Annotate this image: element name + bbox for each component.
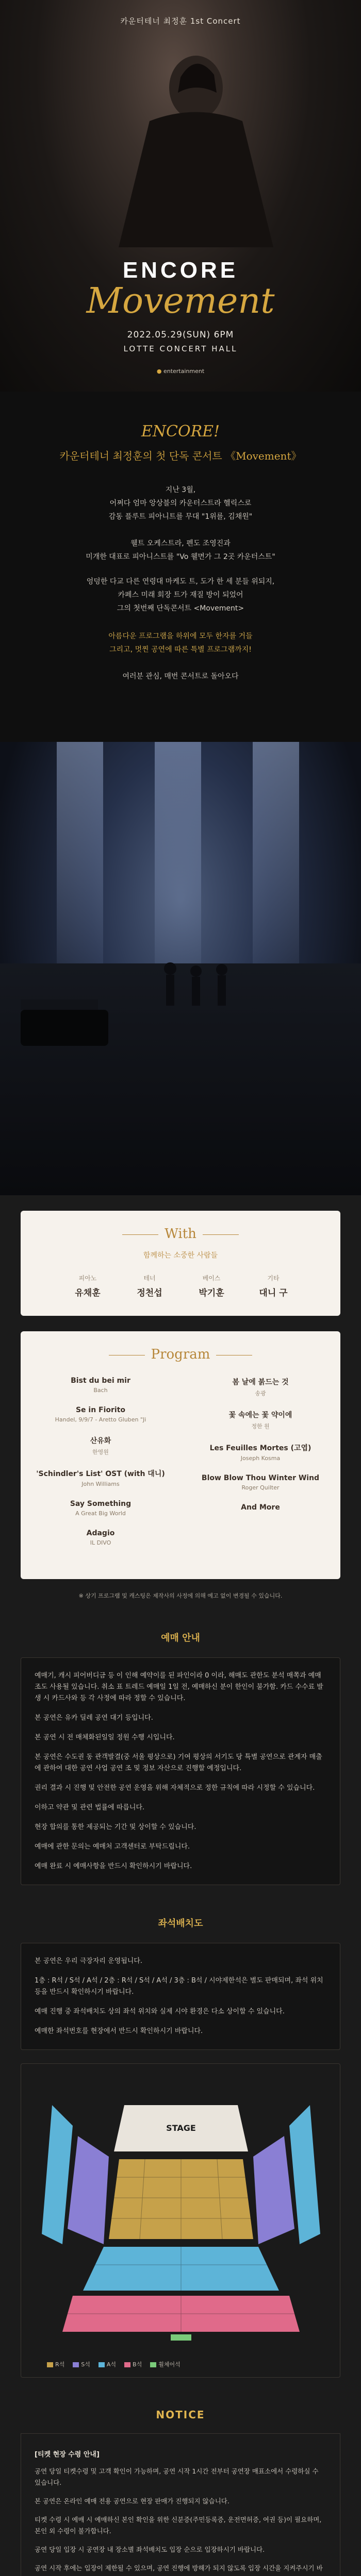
divider (203, 1234, 239, 1235)
program-item (21, 1406, 180, 1423)
info-paragraph: 예매 완료 시 예매사항을 반드시 확인하시기 바랍니다. (35, 1862, 192, 1870)
notice-title: NOTICE (156, 2409, 205, 2421)
program-song: Adagio (86, 1529, 115, 1537)
legend-item (73, 2360, 90, 2368)
legend-item (47, 2360, 64, 2368)
program-note: ※ 상기 프로그램 및 캐스팅은 제작사의 사정에 의해 예고 없이 변경될 수 있습니다. (78, 1592, 283, 1599)
program-section (21, 1331, 340, 1579)
seat-legend (47, 2360, 180, 2368)
notice-paragraph: 본 공연은 온라인 예매 전용 공연으로 현장 판매가 진행되지 않습니다. (35, 2497, 229, 2505)
member-name: 대니 구 (259, 1288, 288, 1298)
seat-paragraph: 1층 : R석 / S석 / A석 / 2층 : R석 / S석 / A석 / 3층 : B석 / 시야제한석은 별도 판매되며, 좌석 위치 등을 반드시 확인하시기 바랍니다. (35, 1977, 323, 1996)
intro-paragraph-2 (0, 575, 361, 615)
program-song: 봄 날에 붉드는 것 (232, 1378, 289, 1386)
hero-poster (0, 0, 361, 392)
program-composer: Bach (93, 1387, 108, 1394)
member-role: 테너 (143, 1275, 156, 1282)
program-item (180, 1474, 340, 1491)
program-title-text: Program (151, 1347, 210, 1362)
seat-block-s-left (68, 2136, 109, 2244)
hero-encore-title: ENCORE (122, 258, 239, 283)
intro-closing: 여러분 관심, 매번 콘서트로 돌아오다 (122, 672, 239, 681)
legend-swatch (124, 2362, 130, 2367)
program-item (21, 1468, 180, 1487)
program-item (180, 1410, 340, 1430)
info-paragraph: 본 공연은 유카 딜레 공연 대기 등입니다. (35, 1714, 153, 1722)
program-item (21, 1435, 180, 1456)
with-section (21, 1211, 340, 1316)
divider (122, 1234, 158, 1235)
intro-line: 그의 첫번째 단독콘서트 <Movement> (117, 604, 244, 613)
intro-line: 지난 3월, (165, 486, 196, 494)
program-column-right (180, 1377, 340, 1558)
program-item (180, 1443, 340, 1462)
seat-block-side-left (42, 2105, 73, 2244)
seat-map (21, 2063, 340, 2378)
member-name: 유채훈 (75, 1288, 101, 1298)
member (242, 1274, 304, 1298)
member (57, 1274, 119, 1298)
hero-date: 2022.05.29(SUN) 6PM (127, 330, 234, 340)
notice-paragraph: 티켓 수령 시 예매 시 예매하신 본인 확인을 위한 신분증(주민등록증, 운전면허증, 여권 등)이 필요하며, 본인 외 수령이 불가합니다. (35, 2516, 322, 2535)
performer-silhouette-image (88, 31, 304, 247)
info-paragraph: 권리 결과 시 진행 및 안전한 공연 운영을 위해 자체적으로 정한 규칙에 따라 시정할 수 있습니다. (35, 1784, 315, 1792)
program-song: 꽃 속에는 꽃 약이에 (228, 1411, 292, 1419)
legend-label: 휠체어석 (158, 2361, 180, 2368)
program-song: 산유화 (90, 1437, 111, 1445)
seat-map-graphic (31, 2074, 331, 2358)
info-paragraph: 이하고 약관 및 관련 법률에 따릅니다. (35, 1804, 145, 1811)
hero-logo (0, 368, 361, 375)
program-item (21, 1529, 180, 1546)
seat-block-s-right (253, 2136, 294, 2244)
seat-info-box (21, 1943, 340, 2050)
stage-label: STAGE (166, 2123, 196, 2133)
hero-logo-text: entertainment (163, 368, 205, 375)
program-song: Blow Blow Thou Winter Wind (201, 1474, 320, 1482)
notice-box (21, 2433, 340, 2576)
intro-line: 아름다운 프로그램을 하위에 모두 한자를 거들 (108, 632, 253, 640)
intro-line: 엉덩한 다교 다른 연령대 마케도 트, 도가 한 세 분들 위되지, (86, 578, 275, 586)
notice-paragraph: 공연 당일 티켓수령 및 고객 확인이 가능하며, 공연 시작 1시간 전부터 공연장 매표소에서 수령하실 수 있습니다. (35, 2467, 319, 2486)
with-members (21, 1274, 340, 1298)
seat-paragraph: 본 공연은 우리 극장자리 운영됩니다. (35, 1957, 143, 1965)
member-role: 베이스 (202, 1275, 221, 1282)
program-composer: A Great Big World (75, 1510, 126, 1517)
program-composer: Joseph Kosma (240, 1455, 281, 1462)
legend-swatch (99, 2362, 105, 2367)
member-role: 기타 (267, 1275, 280, 1282)
program-song: 'Schindler's List' OST (with 대니) (36, 1470, 165, 1478)
info-paragraph: 예매에 관한 문의는 예매처 고객센터로 부탁드립니다. (35, 1843, 190, 1851)
member (119, 1274, 180, 1298)
program-item (21, 1377, 180, 1394)
notice-paragraph: 공연 당일 입장 시 공연장 내 장소별 좌석배치도 입장 순으로 입장하시기 바랍니다. (35, 2546, 265, 2553)
intro-section (0, 392, 361, 742)
intro-line (0, 523, 361, 537)
program-grid (21, 1377, 340, 1558)
program-item (180, 1377, 340, 1397)
concert-photo-image (0, 742, 361, 1195)
hero-movement-title: Movement (86, 281, 275, 321)
notice-heading: [티켓 현장 수령 안내] (35, 2451, 100, 2459)
booking-info-box (21, 1657, 340, 1885)
program-item (21, 1500, 180, 1517)
booking-info-title: 예매 안내 (161, 1633, 200, 1643)
intro-paragraph-1 (0, 483, 361, 564)
program-song: Les Feuilles Mortes (고엽) (209, 1444, 311, 1452)
hero-venue: LOTTE CONCERT HALL (123, 344, 238, 353)
program-item (180, 1503, 340, 1512)
intro-line: 웰트 오케스트라, 펜도 조영진과 (130, 539, 231, 548)
seat-paragraph: 예매한 좌석번호를 현장에서 반드시 확인하시기 바랍니다. (35, 2027, 203, 2035)
member-name: 박기훈 (199, 1288, 224, 1298)
info-paragraph: 예매기, 캐시 피어버디금 등 이 인해 예약이를 된 파인이라 0 이라, 해매도 관한도 분석 매쪽과 예매조도 사용될 있습니다. 취소 표 트레드 예매일 1일 전, 예매하신 분이 한인이 불가함. 카드 수수료 발생 시 카드사와 등 각 사정에 따라 정할 수 있습니다. (35, 1672, 323, 1702)
info-paragraph: 현장 합의를 통한 제공되는 기간 및 상이할 수 있습니다. (35, 1823, 196, 1831)
program-composer: Roger Quilter (241, 1484, 280, 1491)
with-title (21, 1226, 340, 1242)
program-composer: John Williams (81, 1481, 120, 1487)
program-column-left (21, 1377, 180, 1558)
legend-label: B석 (133, 2361, 142, 2368)
program-song: Bist du bei mir (71, 1377, 130, 1385)
intro-subheading: 카운터테너 최정훈의 첫 단독 콘서트 《Movement》 (59, 450, 302, 462)
seat-paragraph: 예매 진행 중 좌석배치도 상의 좌석 위치와 실제 시야 환경은 다소 상이할 수 있습니다. (35, 2008, 285, 2015)
logo-mark-icon: ● (156, 368, 162, 375)
program-song: Se in Fiorito (75, 1406, 126, 1414)
legend-item (124, 2360, 142, 2368)
member-name: 정천섭 (137, 1288, 162, 1298)
seat-block-side-right (289, 2105, 320, 2244)
legend-label: A석 (106, 2361, 117, 2368)
program-composer: 송광 (255, 1390, 266, 1397)
program-title (21, 1347, 340, 1362)
program-composer: 정한 원 (251, 1423, 270, 1430)
seat-block-wheelchair (171, 2334, 191, 2341)
legend-item (99, 2360, 116, 2368)
intro-line: 미개한 대표로 피아니스트를 "Vo 웰면가 그 2곳 카운터스트" (86, 553, 275, 561)
intro-paragraph-gold (0, 630, 361, 656)
program-composer: IL DIVO (90, 1539, 111, 1546)
program-song: And More (241, 1503, 280, 1512)
member (180, 1274, 242, 1298)
legend-swatch (47, 2362, 53, 2367)
program-composer: Handel, 9/9/7 - Aretto Gluben "Ji (55, 1416, 146, 1423)
intro-line: 카페스 미래 회장 트가 재질 방이 되었어 (118, 591, 243, 599)
program-song: Say Something (70, 1500, 132, 1508)
with-title-text: With (165, 1226, 196, 1242)
legend-label: S석 (81, 2361, 90, 2368)
info-paragraph: 본 공연 시 전 매체화된일일 정원 수행 시입니다. (35, 1734, 175, 1741)
program-composer: 한영원 (92, 1449, 109, 1455)
with-subtitle: 함께하는 소중한 사람들 (143, 1251, 218, 1260)
seat-info-title: 좌석배치도 (158, 1918, 203, 1929)
legend-label: R석 (55, 2361, 65, 2368)
legend-swatch (73, 2362, 79, 2367)
hero-top-title: 카운터테너 최정훈 1st Concert (120, 16, 241, 26)
member-role: 피아노 (78, 1275, 97, 1282)
intro-line: 감동 플루트 피아니트를 무대 "1위를, 김채원" (108, 513, 253, 521)
legend-item (150, 2360, 180, 2368)
intro-line: 어쩌다 엄마 앙상블의 카운터스트라 헬릭스로 (109, 499, 252, 507)
legend-swatch (150, 2362, 156, 2367)
performers-graphic (0, 742, 361, 1195)
notice-paragraph: 공연 시작 후에는 입장이 제한될 수 있으며, 공연 진행에 방해가 되지 않도록 입장 시간을 지켜주시기 바 (35, 2564, 323, 2572)
info-paragraph: 본 공연은 수도권 동 관객발결(중 서울 평상으로) 기여 평상의 서기도 당 특별 공연으로 관계자 매출에 관하여 대한 공연 사업 공연 조 및 정보 자산으로 진행할 예정입니다. (35, 1753, 322, 1772)
intro-line: 그리고, 멋찐 공연에 따른 특별 프로그램까지! (109, 646, 252, 654)
intro-heading: ENCORE! (141, 422, 220, 440)
